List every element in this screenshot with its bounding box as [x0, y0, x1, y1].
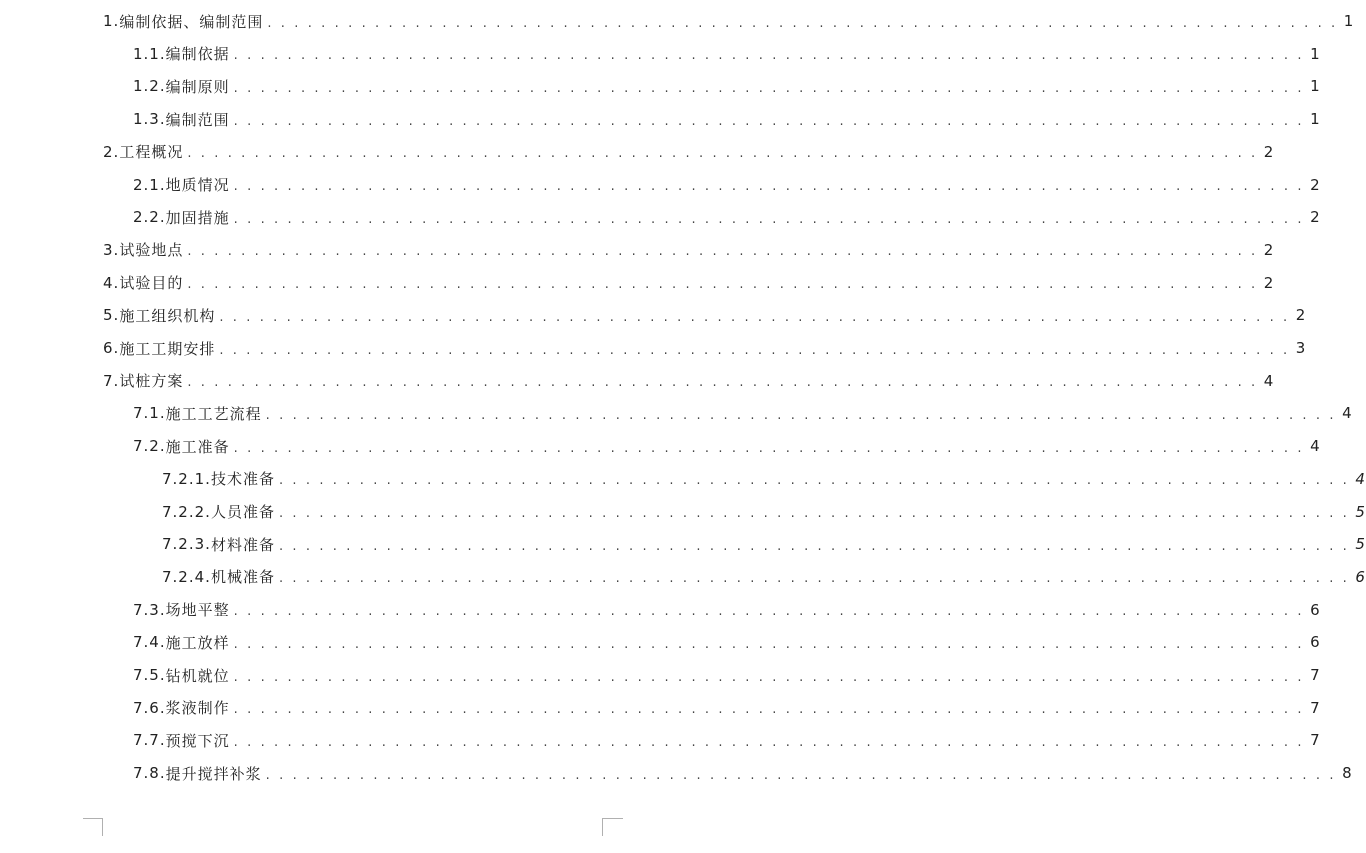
toc-dot-leader: . . . . . . . . . . . . . . . . . . . . . . . . . . . . . . . . . . . . . . . . . . . . . . . . . . . . . . . . . . . . . . . . . . . . . . . . . . . . . . . . — [233, 604, 1305, 620]
toc-dot-leader: . . . . . . . . . . . . . . . . . . . . . . . . . . . . . . . . . . . . . . . . . . . . . . . . . . . . . . . . . . . . . . . . . . . . . . . . . . . . . . . . — [233, 113, 1305, 129]
toc-page-number: 6 — [1310, 633, 1321, 652]
toc-page-number: 4 — [1342, 404, 1353, 423]
toc-number: 7.2.3. — [162, 535, 211, 554]
toc-title: 编制范围 — [165, 110, 230, 129]
toc-page-number: 1 — [1310, 44, 1321, 63]
toc-page-number: 2 — [1310, 175, 1321, 194]
toc-entry[interactable] — [133, 43, 1321, 65]
toc-entry[interactable] — [103, 141, 1275, 163]
toc-number: 2.2. — [133, 208, 166, 227]
toc-dot-leader: . . . . . . . . . . . . . . . . . . . . . . . . . . . . . . . . . . . . . . . . . . . . . . . . . . . . . . . . . . . . . . . . . . . . . . . . . . . . . . . . — [265, 407, 1337, 423]
toc-page-number: 6 — [1355, 567, 1366, 586]
toc-number: 5. — [103, 306, 120, 325]
toc-dot-leader: . . . . . . . . . . . . . . . . . . . . . . . . . . . . . . . . . . . . . . . . . . . . . . . . . . . . . . . . . . . . . . . . . . . . . . . . . . . . . . . . — [265, 767, 1337, 783]
toc-dot-leader: . . . . . . . . . . . . . . . . . . . . . . . . . . . . . . . . . . . . . . . . . . . . . . . . . . . . . . . . . . . . . . . . . . . . . . . . . . . . . . . . — [219, 342, 1290, 358]
toc-dot-leader: . . . . . . . . . . . . . . . . . . . . . . . . . . . . . . . . . . . . . . . . . . . . . . . . . . . . . . . . . . . . . . . . . . . . . . . . . . . . . . . . — [187, 244, 1258, 260]
toc-entry[interactable] — [103, 272, 1275, 294]
toc-number: 1.1. — [133, 44, 166, 63]
toc-number: 7.8. — [133, 764, 166, 783]
toc-page-number: 7 — [1310, 731, 1321, 750]
toc-number: 7.2.2. — [162, 502, 211, 521]
toc-number: 7.6. — [133, 698, 166, 717]
toc-dot-leader: . . . . . . . . . . . . . . . . . . . . . . . . . . . . . . . . . . . . . . . . . . . . . . . . . . . . . . . . . . . . . . . . . . . . . . . . . . . . . . . . — [233, 211, 1305, 227]
toc-title: 机械准备 — [210, 568, 275, 587]
toc-title: 施工组织机构 — [119, 306, 216, 325]
toc-page-number: 4 — [1310, 437, 1321, 456]
toc-page-number: 2 — [1263, 240, 1275, 259]
toc-number: 1.2. — [133, 77, 166, 96]
toc-title: 编制依据、编制范围 — [119, 12, 264, 31]
toc-title: 加固措施 — [165, 208, 230, 227]
toc-dot-leader: . . . . . . . . . . . . . . . . . . . . . . . . . . . . . . . . . . . . . . . . . . . . . . . . . . . . . . . . . . . . . . . . . . . . . . . . . . . . . . . . — [233, 702, 1305, 718]
toc-entry[interactable] — [162, 533, 1366, 555]
toc-title: 试验地点 — [119, 241, 184, 260]
toc-number: 2. — [103, 142, 120, 161]
toc-number: 7.5. — [133, 666, 166, 684]
toc-title: 施工工期安排 — [119, 339, 216, 358]
toc-number: 7.2. — [133, 437, 166, 456]
toc-page-number: 1 — [1310, 77, 1321, 96]
toc-dot-leader: . . . . . . . . . . . . . . . . . . . . . . . . . . . . . . . . . . . . . . . . . . . . . . . . . . . . . . . . . . . . . . . . . . . . . . . . . . . . . . . . — [278, 538, 1350, 554]
toc-page-number: 2 — [1263, 273, 1275, 292]
toc-title: 人员准备 — [210, 503, 275, 521]
toc-number: 4. — [103, 273, 120, 292]
toc-entry[interactable] — [162, 566, 1366, 588]
toc-title: 试桩方案 — [119, 372, 184, 391]
toc-dot-leader: . . . . . . . . . . . . . . . . . . . . . . . . . . . . . . . . . . . . . . . . . . . . . . . . . . . . . . . . . . . . . . . . . . . . . . . . . . . . . . . . — [233, 669, 1305, 685]
toc-entry[interactable] — [103, 370, 1275, 392]
toc-page-number: 7 — [1310, 698, 1321, 717]
toc-title: 预搅下沉 — [165, 731, 230, 750]
toc-entry[interactable] — [133, 631, 1321, 653]
toc-entry[interactable] — [133, 402, 1353, 424]
toc-dot-leader: . . . . . . . . . . . . . . . . . . . . . . . . . . . . . . . . . . . . . . . . . . . . . . . . . . . . . . . . . . . . . . . . . . . . . . . . . . . . . . . . — [278, 473, 1350, 489]
toc-title: 试验目的 — [119, 274, 184, 293]
toc-dot-leader: . . . . . . . . . . . . . . . . . . . . . . . . . . . . . . . . . . . . . . . . . . . . . . . . . . . . . . . . . . . . . . . . . . . . . . . . . . . . . . . . — [233, 636, 1305, 652]
toc-number: 1.3. — [133, 110, 166, 129]
toc-dot-leader: . . . . . . . . . . . . . . . . . . . . . . . . . . . . . . . . . . . . . . . . . . . . . . . . . . . . . . . . . . . . . . . . . . . . . . . . . . . . . . . . — [267, 15, 1338, 31]
toc-dot-leader: . . . . . . . . . . . . . . . . . . . . . . . . . . . . . . . . . . . . . . . . . . . . . . . . . . . . . . . . . . . . . . . . . . . . . . . . . . . . . . . . — [233, 48, 1305, 64]
toc-page-number: 8 — [1342, 764, 1353, 783]
toc-number: 1. — [103, 12, 120, 30]
toc-number: 3. — [103, 240, 120, 259]
toc-dot-leader: . . . . . . . . . . . . . . . . . . . . . . . . . . . . . . . . . . . . . . . . . . . . . . . . . . . . . . . . . . . . . . . . . . . . . . . . . . . . . . . . — [219, 309, 1290, 325]
toc-dot-leader: . . . . . . . . . . . . . . . . . . . . . . . . . . . . . . . . . . . . . . . . . . . . . . . . . . . . . . . . . . . . . . . . . . . . . . . . . . . . . . . . — [233, 179, 1305, 194]
toc-entry[interactable] — [133, 664, 1321, 686]
toc-title: 施工工艺流程 — [165, 404, 262, 423]
toc-title: 编制依据 — [165, 45, 230, 64]
toc-dot-leader: . . . . . . . . . . . . . . . . . . . . . . . . . . . . . . . . . . . . . . . . . . . . . . . . . . . . . . . . . . . . . . . . . . . . . . . . . . . . . . . . — [187, 146, 1258, 162]
toc-page-number: 3 — [1295, 339, 1307, 357]
toc-page-number: 7 — [1310, 666, 1321, 684]
toc-page-number: 1 — [1343, 12, 1355, 30]
toc-page-number: 5 — [1355, 502, 1366, 521]
crop-mark-right — [602, 818, 623, 836]
toc-page-number: 2 — [1263, 142, 1275, 161]
toc-number: 7.4. — [133, 633, 166, 652]
toc-dot-leader: . . . . . . . . . . . . . . . . . . . . . . . . . . . . . . . . . . . . . . . . . . . . . . . . . . . . . . . . . . . . . . . . . . . . . . . . . . . . . . . . — [278, 571, 1350, 587]
crop-mark-left — [83, 818, 103, 836]
toc-entry[interactable] — [133, 599, 1321, 621]
toc-entry[interactable] — [133, 762, 1353, 784]
toc-entry[interactable] — [162, 468, 1366, 490]
toc-number: 2.1. — [133, 175, 166, 194]
toc-page-number: 2 — [1295, 306, 1307, 325]
toc-title: 地质情况 — [165, 176, 230, 194]
toc-entry[interactable] — [133, 108, 1321, 130]
toc-title: 材料准备 — [210, 535, 275, 554]
toc-entry[interactable] — [133, 697, 1321, 719]
toc-dot-leader: . . . . . . . . . . . . . . . . . . . . . . . . . . . . . . . . . . . . . . . . . . . . . . . . . . . . . . . . . . . . . . . . . . . . . . . . . . . . . . . . — [278, 506, 1350, 521]
toc-dot-leader: . . . . . . . . . . . . . . . . . . . . . . . . . . . . . . . . . . . . . . . . . . . . . . . . . . . . . . . . . . . . . . . . . . . . . . . . . . . . . . . . — [187, 375, 1258, 391]
toc-entry[interactable] — [133, 729, 1321, 751]
toc-entry[interactable] — [103, 304, 1307, 326]
toc-number: 7.7. — [133, 731, 166, 750]
toc-title: 工程概况 — [119, 143, 184, 162]
toc-entry[interactable] — [103, 10, 1355, 32]
toc-number: 7.1. — [133, 404, 166, 423]
toc-page-number: 6 — [1310, 600, 1321, 619]
toc-title: 编制原则 — [165, 77, 230, 96]
toc-page-number: 1 — [1310, 110, 1321, 129]
toc-page-number: 2 — [1310, 208, 1321, 227]
toc-title: 浆液制作 — [165, 699, 230, 718]
toc-dot-leader: . . . . . . . . . . . . . . . . . . . . . . . . . . . . . . . . . . . . . . . . . . . . . . . . . . . . . . . . . . . . . . . . . . . . . . . . . . . . . . . . — [187, 277, 1258, 293]
toc-title: 施工放样 — [165, 633, 230, 652]
toc-dot-leader: . . . . . . . . . . . . . . . . . . . . . . . . . . . . . . . . . . . . . . . . . . . . . . . . . . . . . . . . . . . . . . . . . . . . . . . . . . . . . . . . — [233, 80, 1305, 96]
toc-entry[interactable] — [133, 435, 1321, 457]
toc-title: 场地平整 — [165, 601, 230, 620]
toc-number: 7.2.1. — [162, 469, 211, 488]
toc-number: 7.2.4. — [162, 567, 211, 586]
toc-page-number: 4 — [1263, 371, 1275, 390]
toc-number: 7.3. — [133, 600, 166, 619]
toc-page-number: 4 — [1355, 469, 1366, 488]
toc-entry[interactable] — [103, 239, 1275, 261]
toc-dot-leader: . . . . . . . . . . . . . . . . . . . . . . . . . . . . . . . . . . . . . . . . . . . . . . . . . . . . . . . . . . . . . . . . . . . . . . . . . . . . . . . . — [233, 440, 1305, 456]
toc-entry[interactable] — [133, 75, 1321, 97]
toc-entry[interactable] — [103, 337, 1307, 359]
toc-title: 技术准备 — [210, 470, 275, 489]
toc-entry[interactable] — [162, 501, 1366, 523]
toc-number: 6. — [103, 339, 120, 357]
toc-entry[interactable] — [133, 174, 1321, 196]
toc-title: 提升搅拌补浆 — [165, 764, 262, 783]
toc-dot-leader: . . . . . . . . . . . . . . . . . . . . . . . . . . . . . . . . . . . . . . . . . . . . . . . . . . . . . . . . . . . . . . . . . . . . . . . . . . . . . . . . — [233, 734, 1305, 750]
toc-number: 7. — [103, 371, 120, 390]
toc-page-number: 5 — [1355, 535, 1366, 554]
toc-title: 钻机就位 — [165, 666, 230, 685]
toc-entry[interactable] — [133, 206, 1321, 228]
toc-title: 施工准备 — [165, 437, 230, 456]
